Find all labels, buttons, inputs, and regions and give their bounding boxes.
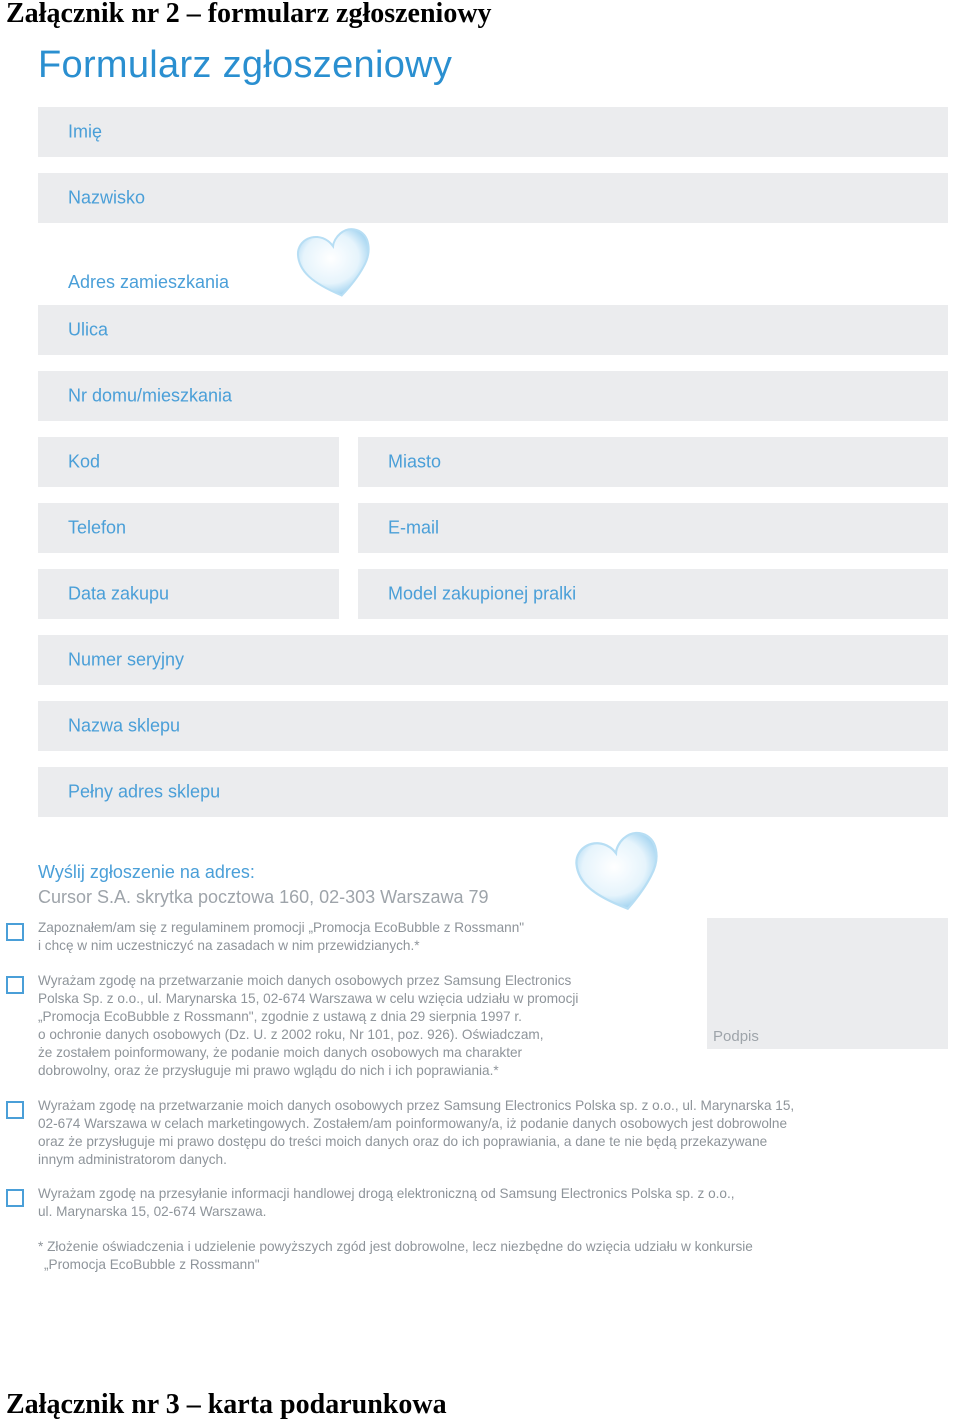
purchase-date-label: Data zakupu xyxy=(68,583,170,604)
heart-icon xyxy=(296,226,376,300)
signature-field[interactable] xyxy=(707,918,948,1049)
consent-line: o ochronie danych osobowych (Dz. U. z 2002 roku, Nr 101, poz. 926). Oświadczam, xyxy=(38,1027,544,1042)
store-name-field[interactable] xyxy=(38,701,948,751)
consent-marketing-checkbox[interactable] xyxy=(6,1101,24,1119)
consent-line: że zostałem poinformowany, że podanie moich danych osobowych ma charakter xyxy=(38,1045,523,1060)
postal-code-label: Kod xyxy=(68,451,101,472)
form-title: Formularz zgłoszeniowy xyxy=(38,44,453,86)
consent-line: i chcę w nim uczestniczyć na zasadach w nim przewidzianych.* xyxy=(38,938,420,953)
store-name-label: Nazwa sklepu xyxy=(68,715,181,736)
consent-line: Wyrażam zgodę na przetwarzanie moich danych osobowych przez Samsung Electronics Polska sp. z o.o., ul. Marynarska 15, xyxy=(38,1098,795,1113)
store-address-field[interactable] xyxy=(38,767,948,817)
send-address-heading: Wyślij zgłoszenie na adres: xyxy=(38,862,255,882)
house-number-label: Nr domu/mieszkania xyxy=(68,385,233,406)
first-name-field[interactable] xyxy=(38,107,948,157)
washer-model-label: Model zakupionej pralki xyxy=(388,583,577,604)
consent-line: oraz że przysługuje mi prawo dostępu do treści moich danych oraz do ich poprawiania, a dane te nie będą przekazywane xyxy=(38,1134,768,1149)
consent-line: dobrowolny, oraz że przysługuje mi prawo wglądu do nich i ich poprawiania.* xyxy=(38,1063,499,1078)
store-address-label: Pełny adres sklepu xyxy=(68,781,221,802)
phone-label: Telefon xyxy=(68,517,127,538)
email-field[interactable] xyxy=(358,503,948,553)
consent-line: Polska Sp. z o.o., ul. Marynarska 15, 02-674 Warszawa w celu wzięcia udziału w promocji xyxy=(38,991,579,1006)
document-heading-attachment-3: Załącznik nr 3 – karta podarunkowa xyxy=(6,1389,447,1420)
consent-line: innym administratorom danych. xyxy=(38,1152,227,1167)
postal-code-field[interactable] xyxy=(38,437,339,487)
heart-icon xyxy=(574,830,666,914)
consent-line: Wyrażam zgodę na przesyłanie informacji handlowej drogą elektroniczną od Samsung Electronics Polska sp. z o.o., xyxy=(38,1186,735,1201)
consent-data-processing-text xyxy=(38,972,578,1080)
city-label: Miasto xyxy=(388,451,442,472)
last-name-field[interactable] xyxy=(38,173,948,223)
house-number-field[interactable] xyxy=(38,371,948,421)
consent-line: „Promocja EcoBubble z Rossmann", zgodnie z ustawą z dnia 29 sierpnia 1997 r. xyxy=(38,1009,522,1024)
consent-data-processing-checkbox[interactable] xyxy=(6,976,24,994)
first-name-label: Imię xyxy=(68,121,103,142)
footnote-line: „Promocja EcoBubble z Rossmann" xyxy=(44,1257,260,1272)
document-heading-attachment-2: Załącznik nr 2 – formularz zgłoszeniowy xyxy=(6,0,492,29)
serial-number-field[interactable] xyxy=(38,635,948,685)
address-section-label: Adres zamieszkania xyxy=(68,272,230,292)
serial-number-label: Numer seryjny xyxy=(68,649,185,670)
consent-line: Zapoznałem/am się z regulaminem promocji „Promocja EcoBubble z Rossmann" xyxy=(38,920,525,935)
footnote-line: * Złożenie oświadczenia i udzielenie powyższych zgód jest dobrowolne, lecz niezbędne do wzięcia udziału w konkursie xyxy=(38,1239,753,1254)
phone-field[interactable] xyxy=(38,503,339,553)
consent-line: ul. Marynarska 15, 02-674 Warszawa. xyxy=(38,1204,267,1219)
email-label: E-mail xyxy=(388,517,440,538)
street-label: Ulica xyxy=(68,319,109,340)
consent-marketing-text xyxy=(38,1097,794,1169)
consent-line: 02-674 Warszawa w celach marketingowych. Zostałem/am poinformowany/a, iż podanie danych osobowych jest dobrowolne xyxy=(38,1116,788,1131)
street-field[interactable] xyxy=(38,305,948,355)
send-postal-address: Cursor S.A. skrytka pocztowa 160, 02-303 Warszawa 79 xyxy=(38,887,489,907)
washer-model-field[interactable] xyxy=(358,569,948,619)
consent-regulations-text xyxy=(38,919,524,955)
consent-line: Wyrażam zgodę na przetwarzanie moich danych osobowych przez Samsung Electronics xyxy=(38,973,572,988)
last-name-label: Nazwisko xyxy=(68,187,146,208)
signature-label: Podpis xyxy=(713,1028,759,1045)
consent-electronic-info-checkbox[interactable] xyxy=(6,1189,24,1207)
city-field[interactable] xyxy=(358,437,948,487)
consent-electronic-info-text xyxy=(38,1185,735,1221)
purchase-date-field[interactable] xyxy=(38,569,339,619)
consent-regulations-checkbox[interactable] xyxy=(6,923,24,941)
footnote xyxy=(38,1238,753,1274)
